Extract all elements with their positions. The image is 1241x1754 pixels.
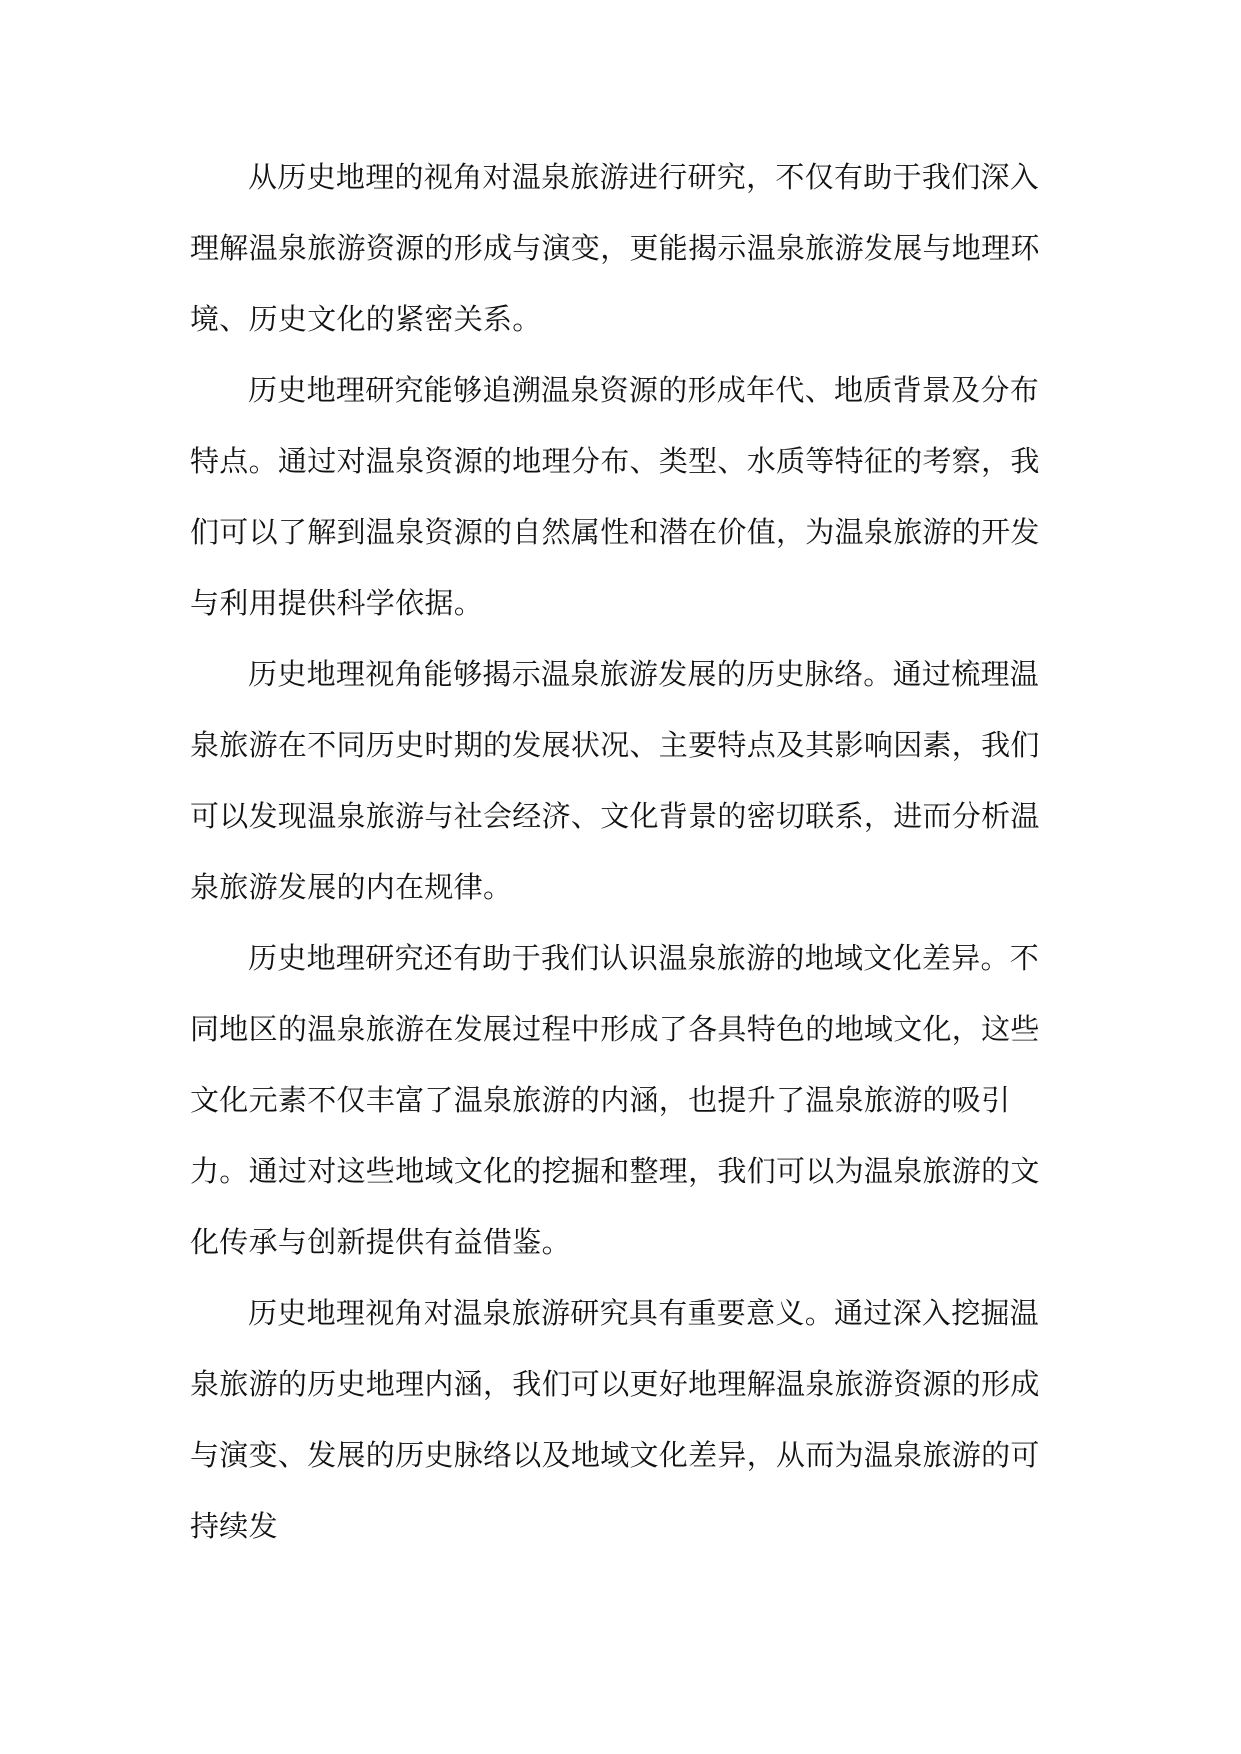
document-page — [190, 142, 1054, 1562]
paragraph-2: 历史地理研究能够追溯温泉资源的形成年代、地质背景及分布特点。通过对温泉资源的地理分布、类型、水质等特征的考察，我们可以了解到温泉资源的自然属性和潜在价值，为温泉旅游的开发与利用提供科学依据。 — [190, 373, 1040, 620]
paragraph-5: 历史地理视角对温泉旅游研究具有重要意义。通过深入挖掘温泉旅游的历史地理内涵，我们可以更好地理解温泉旅游资源的形成与演变、发展的历史脉络以及地域文化差异，从而为温泉旅游的可持续发 — [190, 1296, 1040, 1543]
paragraph-1: 从历史地理的视角对温泉旅游进行研究，不仅有助于我们深入理解温泉旅游资源的形成与演变，更能揭示温泉旅游发展与地理环境、历史文化的紧密关系。 — [190, 160, 1040, 336]
paragraph-3: 历史地理视角能够揭示温泉旅游发展的历史脉络。通过梳理温泉旅游在不同历史时期的发展状况、主要特点及其影响因素，我们可以发现温泉旅游与社会经济、文化背景的密切联系，进而分析温泉旅游发展的内在规律。 — [190, 657, 1040, 904]
paragraph-4: 历史地理研究还有助于我们认识温泉旅游的地域文化差异。不同地区的温泉旅游在发展过程中形成了各具特色的地域文化，这些文化元素不仅丰富了温泉旅游的内涵，也提升了温泉旅游的吸引力。通过对这些地域文化的挖掘和整理，我们可以为温泉旅游的文化传承与创新提供有益借鉴。 — [190, 941, 1040, 1259]
